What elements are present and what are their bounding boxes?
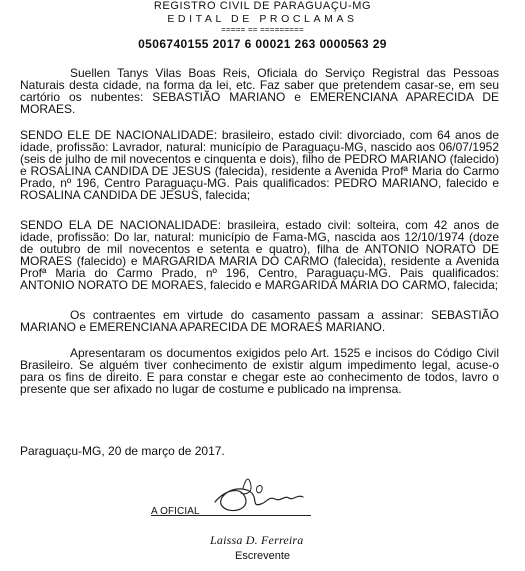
edital-body <box>20 67 499 395</box>
title-underline: ===== == ========= <box>221 25 304 34</box>
documents-paragraph: Apresentaram os documentos exigidos pelo Art. 1525 e incisos do Código Civil Brasileiro. Se alguém tiver conhecimento de existir algum impedimento legal, acuse-o para os fins de direito. E para constar e chegar este ao conhecimento de todos, lavro o presente que ser afixado no lugar de costume e publicado na imprensa. <box>20 346 499 396</box>
date-line: Paraguaçu-MG, 20 de março de 2017. <box>20 444 225 458</box>
groom-paragraph: SENDO ELE DE NACIONALIDADE: brasileiro, estado civil: divorciado, com 64 anos de idade, profissão: Lavrador, natural: município de Paraguaçu-MG, nascido aos 06/07/1952 (seis de julho de mil novecentos e cinquenta e dois), filho de PEDRO MARIANO (falecido) e ROSALINA CANDIDA DE JESUS (falecida), residente a Avenida Profª Maria do Carmo Prado, nº 196, Centro Paraguaçu-MG. Pais qualificados: PEDRO MARIANO, falecido e ROSALINA CANDIDA DE JESUS, falecida; <box>20 128 499 202</box>
document-code: 0506740155 2017 6 00021 263 0000563 29 <box>138 37 387 51</box>
signing-paragraph: Os contraentes em virtude do casamento passam a assinar: SEBASTIÃO MARIANO e EMERENCIANA APARECIDA DE MORAES MARIANO. <box>20 308 499 334</box>
intro-paragraph: Suellen Tanys Vilas Boas Reis, Oficiala do Serviço Registral das Pessoas Naturais desta cidade, na forma da lei, etc. Faz saber que pretendem casar-se, em seu cartório os nubentes: SEBASTIÃO MARIANO e EMERENCIANA APARECIDA DE MORAES. <box>20 66 499 116</box>
signer-name: Laissa D. Ferreira <box>210 533 304 547</box>
document-header <box>0 0 525 51</box>
edital-title: EDITAL DE PROCLAMAS <box>167 13 358 25</box>
bride-paragraph: SENDO ELA DE NACIONALIDADE: brasileira, estado civil: solteira, com 42 anos de idade, profissão: Do lar, natural: município de Fama-MG, nascida aos 12/10/1974 (doze de outubro de mil novecentos e setenta e quatro), filha de ANTONIO NORATO DE MORAES (falecido) e MARGARIDA MARIA DO CARMO (falecida), residente a Avenida Profª Maria do Carmo Prado, nº 196, Centro, Paraguaçu-MG. Pais qualificados: ANTONIO NORATO DE MORAES, falecido e MARGARIDA MARIA DO CARMO, falecida; <box>20 218 499 292</box>
handwritten-signature <box>205 468 310 518</box>
registry-title: REGISTRO CIVIL DE PARAGUAÇU-MG <box>153 0 372 12</box>
signature-label: A OFICIAL <box>151 506 200 517</box>
signer-role: Escrevente <box>235 550 291 562</box>
